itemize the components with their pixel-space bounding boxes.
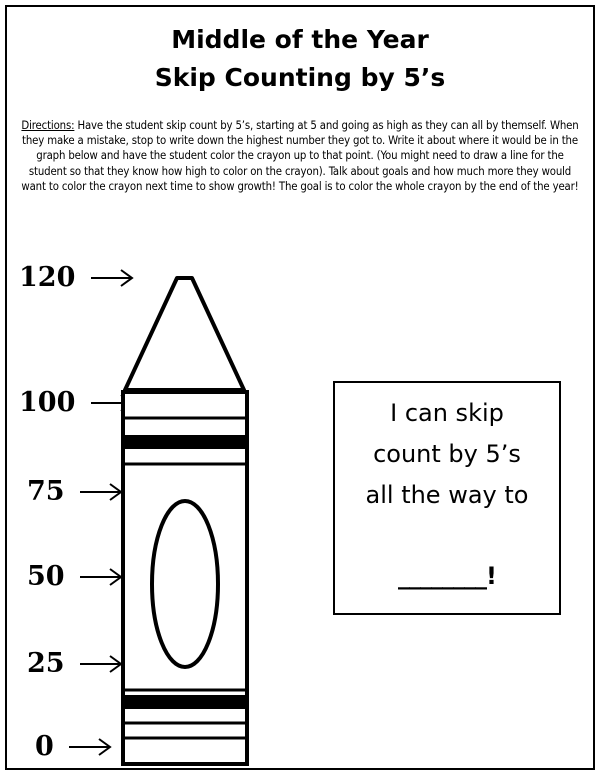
crayon-band xyxy=(123,435,247,449)
goal-box xyxy=(333,381,561,615)
crayon-band xyxy=(123,695,247,709)
goal-line-1: I can skip xyxy=(390,399,504,427)
directions-lead: Directions: xyxy=(21,119,75,132)
crayon-label-oval xyxy=(152,501,218,667)
title-line-2: Skip Counting by 5’s xyxy=(154,63,446,92)
scale-value: 120 xyxy=(19,261,76,293)
title-line-1: Middle of the Year xyxy=(171,25,429,54)
scale-value: 50 xyxy=(27,560,65,592)
goal-blank[interactable]: ________! xyxy=(398,562,496,590)
goal-line-3: all the way to xyxy=(365,481,529,509)
scale-value: 25 xyxy=(27,647,65,679)
scale-value: 0 xyxy=(35,730,54,762)
crayon-icon xyxy=(7,7,307,772)
directions-text: Have the student skip count by 5’s, starting at 5 and going as high as they can all by themself. When they make a mistake, stop to write down the highest number they got to. Write it about where it would be in the graph below and have the student color the crayon up to that point. (You might need to draw a line for the student so that they know how high to color on the crayon). Talk about goals and how much more they would want to color the crayon next time to show growth! The goal is to color the whole crayon by the end of the year! xyxy=(21,119,579,193)
scale-value: 75 xyxy=(27,475,65,507)
goal-line-2: count by 5’s xyxy=(373,440,521,468)
worksheet-page xyxy=(5,5,595,770)
scale-value: 100 xyxy=(19,386,76,418)
crayon-tip xyxy=(125,278,244,390)
